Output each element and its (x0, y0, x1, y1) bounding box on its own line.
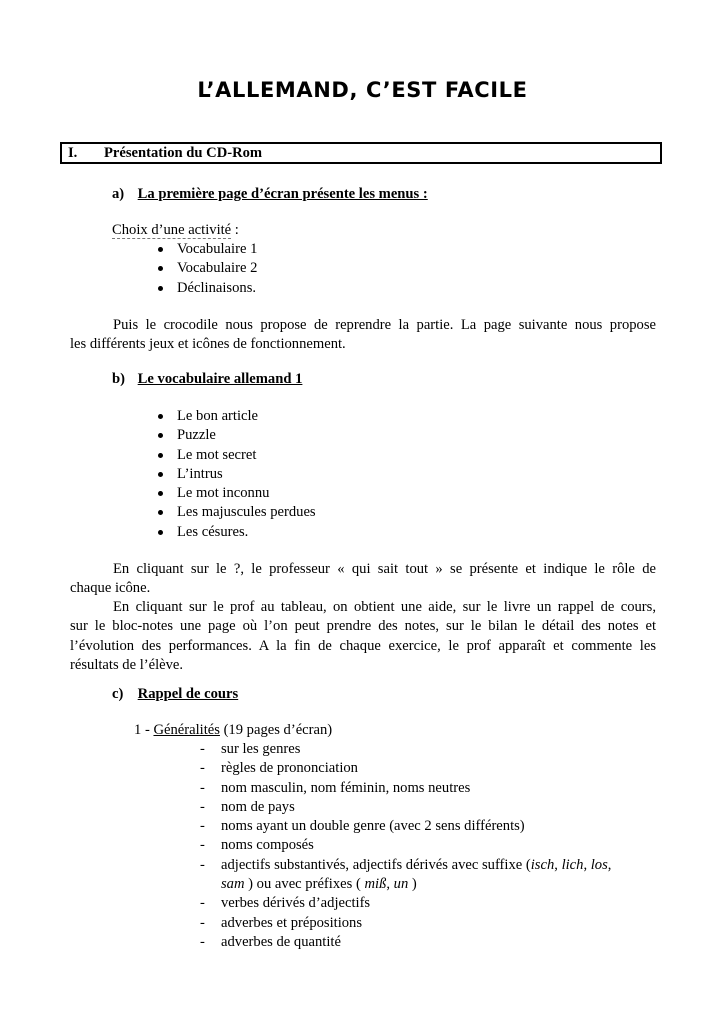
generalites-suffix: (19 pages d’écran) (219, 722, 333, 738)
list-item-label: nom masculin, nom féminin, noms neutres (221, 779, 471, 796)
list-item-label: L’intrus (177, 465, 223, 482)
list-item (156, 523, 316, 542)
list-item (156, 426, 316, 445)
list-item (200, 836, 611, 855)
subheading-c (112, 685, 238, 704)
section-number: I. (68, 145, 78, 161)
bullet-icon (158, 453, 163, 458)
generalites-list (200, 740, 611, 952)
paragraph-line: chaque icône. (70, 580, 151, 597)
paragraph-line: résultats de l’élève. (70, 656, 184, 673)
adjectives-line-2 (221, 875, 611, 894)
paragraph-line: sur le bloc-notes une page où l’on peut prendre des notes, sur le bilan le détail des notes et (70, 618, 656, 635)
bullet-icon (158, 247, 163, 252)
list-item (156, 240, 257, 259)
suffix-los: los (590, 856, 608, 873)
list-item (200, 759, 611, 778)
paragraph-line: les différents jeux et icônes de fonctionnement. (70, 336, 346, 353)
prefix-un: un (393, 876, 409, 893)
list-item (200, 856, 611, 895)
prefix-miss: miß (364, 876, 387, 893)
section-heading-box (60, 142, 662, 164)
list-item (200, 933, 611, 952)
paragraph-line: En cliquant sur le prof au tableau, on obtient une aide, sur le livre un rappel de cours, (113, 599, 656, 615)
vocabulary-games-list (156, 407, 316, 542)
list-item (156, 407, 316, 426)
suffix-lich: lich (561, 856, 584, 873)
paragraph-crocodile (70, 316, 656, 355)
list-item-label: noms ayant un double genre (avec 2 sens différents) (221, 818, 525, 835)
adjectives-text: ) ou avec préfixes ( (244, 876, 365, 893)
bullet-icon (158, 286, 163, 291)
adjectives-text: adjectifs substantivés, adjectifs dérivés avec suffixe ( (221, 856, 531, 873)
list-item-label: Puzzle (177, 427, 216, 444)
list-item-label: Déclinaisons. (177, 279, 257, 296)
dash-marker: - (200, 741, 205, 757)
activity-choice-suffix: : (231, 222, 239, 238)
list-item-label: adverbes de quantité (221, 933, 341, 950)
bullet-icon (158, 266, 163, 271)
list-item (200, 817, 611, 836)
activity-choice-label: Choix d’une activité (112, 222, 232, 238)
list-item-label: sur les genres (221, 741, 301, 757)
list-item (200, 798, 611, 817)
separator: , (554, 856, 562, 873)
paragraph-line: l’évolution des performances. A la fin de chaque exercice, le prof apparaît et commente les (70, 637, 656, 654)
list-item-label: Vocabulaire 1 (177, 241, 258, 257)
subheading-a-title: La première page d’écran présente les menus : (137, 186, 428, 202)
subheading-b-letter: b) (112, 371, 125, 387)
subheading-a-letter: a) (112, 186, 125, 202)
bullet-icon (158, 530, 163, 535)
list-item (156, 446, 316, 465)
dash-marker: - (200, 895, 205, 912)
list-item (200, 914, 611, 933)
adjectives-text: ) (408, 876, 417, 893)
generalites-prefix: 1 - (134, 722, 154, 738)
suffix-isch: isch (530, 856, 555, 873)
paragraph-line: En cliquant sur le ?, le professeur « qui sait tout » se présente et indique le rôle de (113, 561, 656, 577)
list-item-label: Les césures. (177, 523, 249, 540)
bullet-icon (158, 510, 163, 515)
document-title: L’ALLEMAND, C’EST FACILE (197, 78, 528, 102)
separator: , (583, 856, 591, 873)
generalites-line (134, 721, 332, 740)
list-item (156, 503, 316, 522)
dash-marker: - (200, 798, 205, 815)
paragraph-professor (70, 560, 656, 599)
list-item-label: Vocabulaire 2 (177, 260, 258, 277)
list-item (200, 779, 611, 798)
dash-marker: - (200, 933, 205, 950)
dash-marker: - (200, 856, 205, 873)
list-item-label: adverbes et prépositions (221, 914, 363, 931)
list-item-label: Le mot inconnu (177, 485, 270, 502)
activity-choice-line (112, 221, 239, 240)
list-item-label: Le bon article (177, 408, 259, 424)
bullet-icon (158, 433, 163, 438)
dash-marker: - (200, 760, 205, 777)
menu-list (156, 240, 257, 298)
subheading-a (112, 185, 428, 204)
dash-marker: - (200, 837, 205, 854)
subheading-b (112, 370, 302, 389)
list-item-label: Les majuscules perdues (177, 504, 316, 521)
bullet-icon (158, 491, 163, 496)
separator: , (607, 856, 612, 873)
list-item (156, 259, 257, 278)
suffix-sam: sam (221, 876, 245, 893)
paragraph-line: Puis le crocodile nous propose de reprendre la partie. La page suivante nous propose (113, 317, 656, 333)
list-item-label: Le mot secret (177, 446, 257, 463)
list-item (156, 465, 316, 484)
list-item (156, 484, 316, 503)
subheading-c-letter: c) (112, 686, 124, 702)
list-item-label: noms composés (221, 837, 314, 854)
list-item-label: nom de pays (221, 798, 295, 815)
bullet-icon (158, 414, 163, 419)
dash-marker: - (200, 914, 205, 931)
list-item-label: règles de prononciation (221, 760, 358, 777)
section-title: Présentation du CD-Rom (104, 145, 263, 161)
list-item (156, 279, 257, 298)
adjectives-line-1 (221, 856, 611, 875)
subheading-b-title: Le vocabulaire allemand 1 (137, 371, 303, 387)
bullet-icon (158, 472, 163, 477)
generalites-label: Généralités (153, 722, 220, 738)
list-item (200, 894, 611, 913)
dash-marker: - (200, 779, 205, 796)
paragraph-tableau (70, 598, 656, 675)
subheading-c-title: Rappel de cours (137, 686, 239, 702)
dash-marker: - (200, 818, 205, 835)
list-item (200, 740, 611, 759)
list-item-label: verbes dérivés d’adjectifs (221, 895, 371, 912)
separator: , (386, 876, 394, 893)
